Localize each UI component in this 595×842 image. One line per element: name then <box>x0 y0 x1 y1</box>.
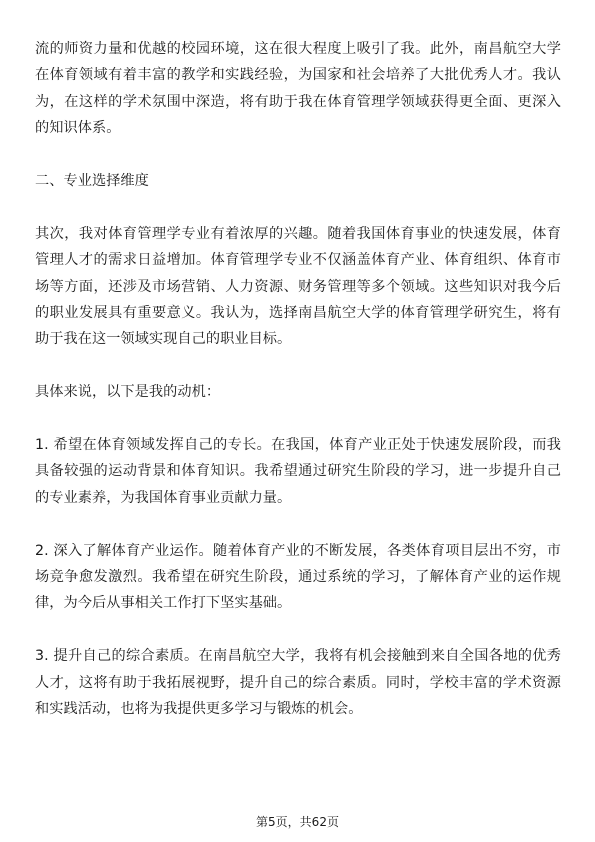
paragraph-motivation-intro: 具体来说，以下是我的动机： <box>35 384 221 401</box>
paragraph-interest: 其次，我对体育管理学专业有着浓厚的兴趣。随着我国体育事业的快速发展，体育管理人才的需求日益增加。体育管理学专业不仅涵盖体育产业、体育组织、体育市场等方面，还涉及市场营销、人力资源、财务管理等多个领域。这些知识对我今后的职业发展具有重要意义。我认为，选择南昌航空大学的体育管理学研究生，将有助于我在这一领域实现自己的职业目标。 <box>35 225 561 348</box>
paragraph-gap <box>35 194 561 220</box>
paragraph-gap <box>35 142 561 168</box>
paragraph-gap <box>35 511 561 537</box>
paragraph-school-environment: 流的师资力量和优越的校园环境，这在很大程度上吸引了我。此外，南昌航空大学在体育领域有着丰富的教学和实践经验，为国家和社会培养了大批优秀人才。我认为，在这样的学术氛围中深造，将有助于我在体育管理学领域获得更全面、更深入的知识体系。 <box>35 41 561 137</box>
paragraph-gap <box>35 406 561 432</box>
document-body <box>35 36 561 722</box>
list-item-motivation-2: 2. 深入了解体育产业运作。随着体育产业的不断发展，各类体育项目层出不穷，市场竞争愈发激烈。我希望在研究生阶段，通过系统的学习，了解体育产业的运作规律，为今后从事相关工作打下坚实基础。 <box>35 542 561 612</box>
page-number-footer: 第5页，共62页 <box>256 815 339 829</box>
paragraph-gap <box>35 617 561 643</box>
list-item-motivation-1: 1. 希望在体育领域发挥自己的专长。在我国，体育产业正处于快速发展阶段，而我具备较强的运动背景和体育知识。我希望通过研究生阶段的学习，进一步提升自己的专业素养，为我国体育事业贡献力量。 <box>35 437 561 506</box>
section-heading-major-choice: 二、专业选择维度 <box>35 173 149 190</box>
list-item-motivation-3: 3. 提升自己的综合素质。在南昌航空大学，我将有机会接触到来自全国各地的优秀人才，这将有助于我拓展视野，提升自己的综合素质。同时，学校丰富的学术资源和实践活动，也将为我提供更多学习与锻炼的机会。 <box>35 648 561 718</box>
paragraph-gap <box>35 353 561 379</box>
